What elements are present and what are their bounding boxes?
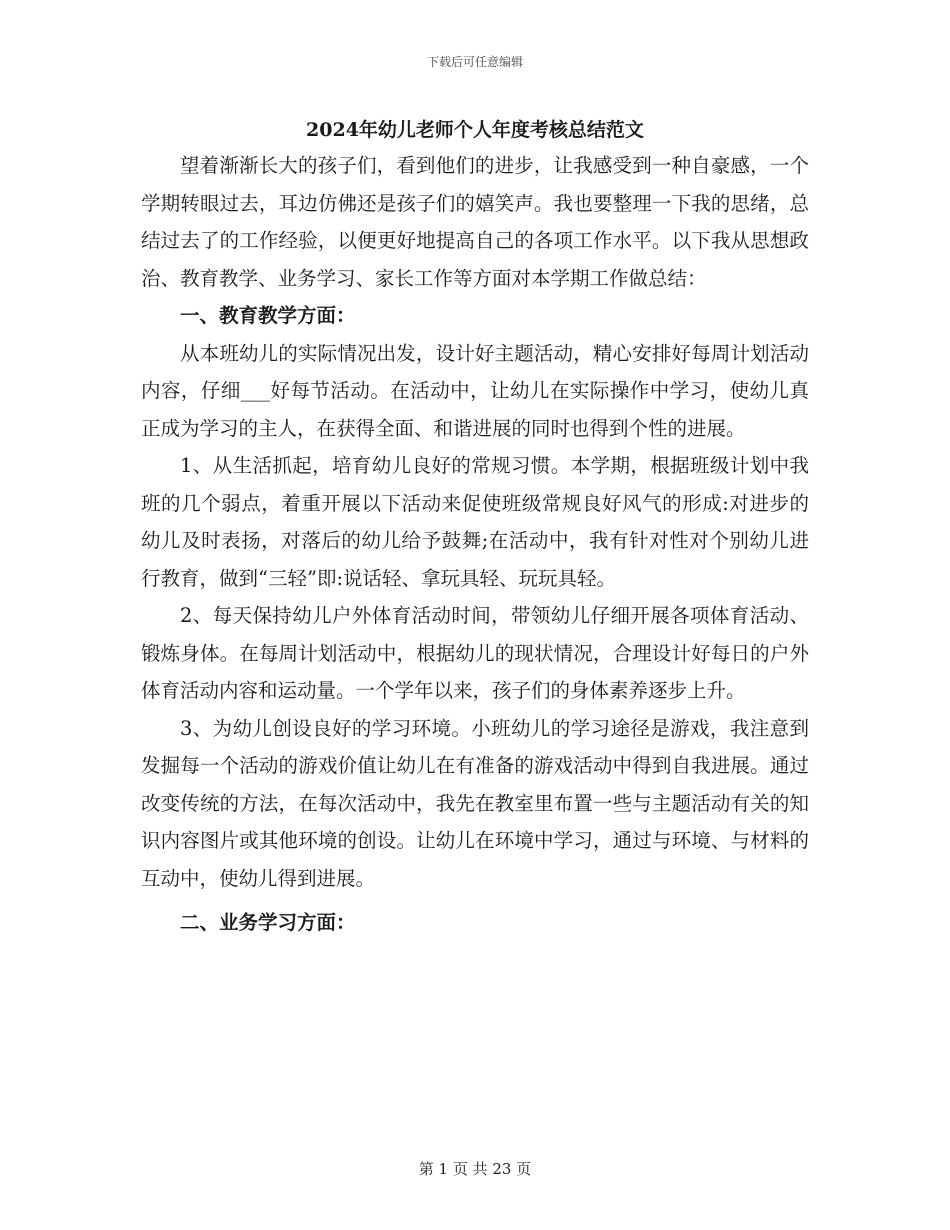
page-number: 第 1 页 共 23 页 xyxy=(418,1160,532,1178)
document-body xyxy=(141,147,809,942)
teaching-paragraph: 从本班幼儿的实际情况出发，设计好主题活动，精心安排好每周计划活动内容，仔细___好每节活动。在活动中，让幼儿在实际操作中学习，使幼儿真正成为学习的主人，在获得全面、和谐进展的同时也得到个性的进展。 xyxy=(141,341,809,440)
list-item-learning-environment: 3、为幼儿创设良好的学习环境。小班幼儿的学习途径是游戏，我注意到发掘每一个活动的游戏价值让幼儿在有准备的游戏活动中得到自我进展。通过改变传统的方法，在每次活动中，我先在教室里布置一些与主题活动有关的知识内容图片或其他环境的创设。让幼儿在环境中学习，通过与环境、与材料的互动中，使幼儿得到进展。 xyxy=(141,716,809,890)
section-heading-teaching: 一、教育教学方面： xyxy=(180,304,356,327)
list-item-outdoor-activity: 2、每天保持幼儿户外体育活动时间，带领幼儿仔细开展各项体育活动、锻炼身体。在每周计划活动中，根据幼儿的现状情况，合理设计好每日的户外体育活动内容和运动量。一个学年以来，孩子们的身体素养逐步上升。 xyxy=(141,604,809,702)
intro-paragraph: 望着渐渐长大的孩子们，看到他们的进步，让我感受到一种自豪感，一个学期转眼过去，耳边仿佛还是孩子们的嬉笑声。我也要整理一下我的思绪，总结过去了的工作经验，以便更好地提高自己的各项工作水平。以下我从思想政治、教育教学、业务学习、家长工作等方面对本学期工作做总结： xyxy=(141,154,809,290)
section-heading-professional-study: 二、业务学习方面： xyxy=(180,911,356,934)
list-item-routine-habits: 1、从生活抓起，培育幼儿良好的常规习惯。本学期，根据班级计划中我班的几个弱点，着重开展以下活动来促使班级常规良好风气的形成:对进步的幼儿及时表扬，对落后的幼儿给予鼓舞;在活动中，我有针对性对个别幼儿进行教育，做到“三轻”即:说话轻、拿玩具轻、玩玩具轻。 xyxy=(141,454,809,590)
document-title: 2024年幼儿老师个人年度考核总结范文 xyxy=(306,119,644,141)
header-note: 下载后可任意编辑 xyxy=(426,55,523,69)
